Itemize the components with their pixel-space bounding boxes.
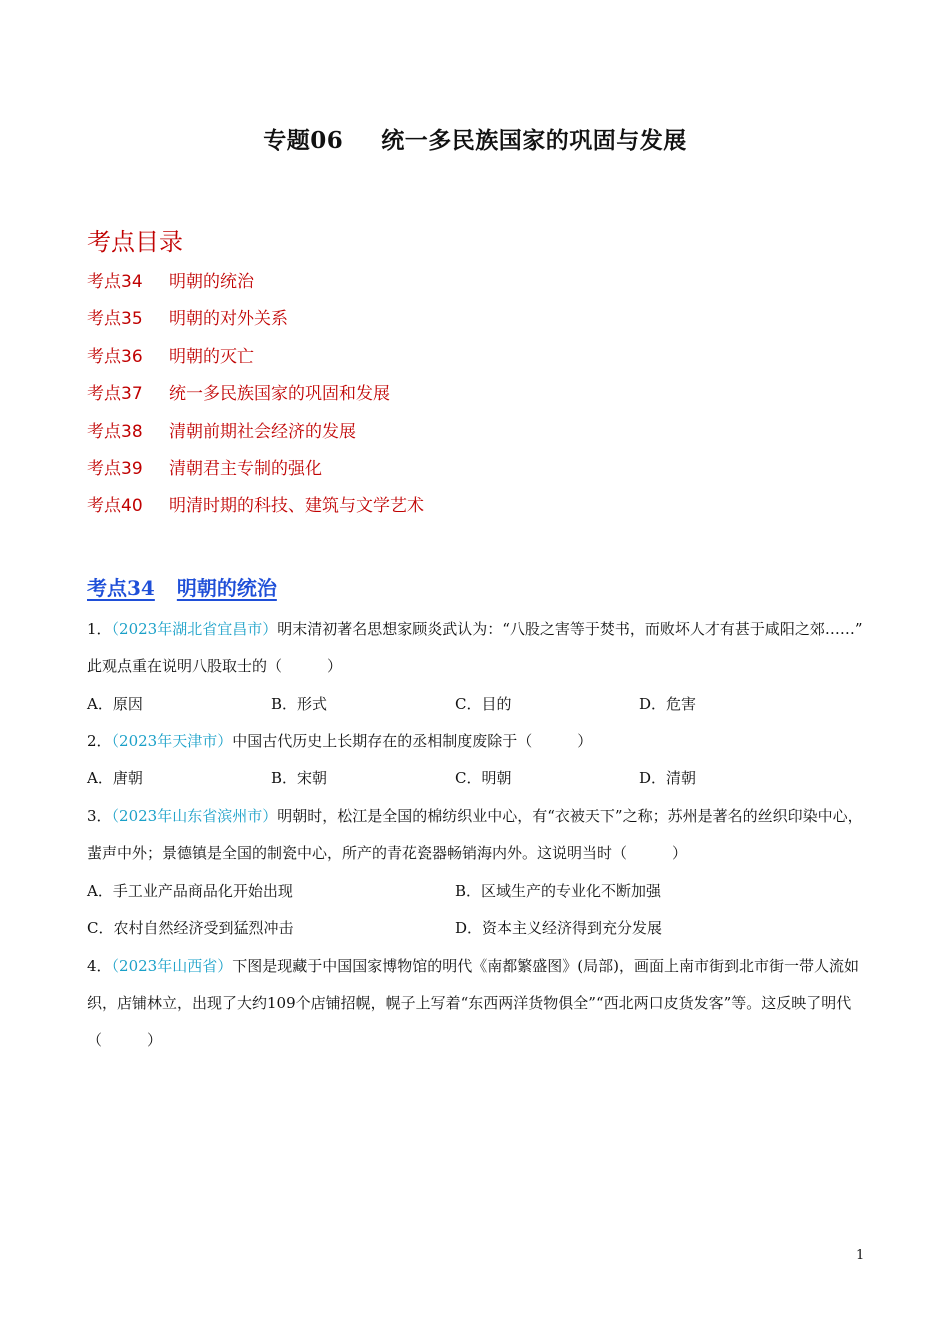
toc-item[interactable] — [87, 418, 424, 455]
option-b[interactable]: B．形式 — [271, 695, 328, 713]
question-text: 中国古代历史上长期存在的丞相制度废除于（ ） — [232, 732, 593, 750]
option-d[interactable]: D．清朝 — [639, 769, 697, 787]
toc-item-code: 考点36 — [87, 346, 143, 367]
toc-item-code: 考点35 — [87, 309, 143, 330]
table-of-contents — [87, 268, 424, 530]
question-number: 3． — [87, 807, 112, 825]
option-a[interactable]: A．手工业产品商品化开始出现 — [87, 882, 293, 900]
question-source: （2023年湖北省宜昌市） — [111, 620, 278, 638]
toc-item-label: 清朝君主专制的强化 — [169, 458, 322, 479]
toc-item[interactable] — [87, 268, 424, 305]
toc-item-code: 考点37 — [87, 384, 143, 405]
toc-item-label: 清朝前期社会经济的发展 — [169, 421, 356, 442]
question-source: （2023年山东省滨州市） — [111, 807, 278, 825]
option-d[interactable]: D．危害 — [639, 695, 697, 713]
question-number: 1． — [87, 620, 112, 638]
toc-item-code: 考点40 — [87, 496, 143, 517]
question-text: 下图是现藏于中国国家博物馆的明代《南都繁盛图》(局部)，画面上南市街到北市街一带人流如织，店铺林立，出现了大约109个店铺招幌，幌子上写着“东西两洋货物俱全”“西北两口皮货发客”等。这反映了明代（ ） — [87, 957, 859, 1049]
section-code: 考点34 — [87, 576, 155, 600]
toc-item-code: 考点34 — [87, 272, 143, 292]
toc-heading: 考点目录 — [87, 228, 183, 256]
question-3 — [87, 798, 865, 872]
page-number: 1 — [856, 1248, 865, 1263]
question-number: 2． — [87, 732, 112, 750]
toc-item-label: 明清时期的科技、建筑与文学艺术 — [169, 496, 424, 517]
toc-item-code: 考点38 — [87, 421, 143, 442]
option-c[interactable]: C．目的 — [455, 695, 512, 713]
question-2-options — [87, 760, 865, 797]
toc-item[interactable] — [87, 492, 424, 529]
toc-item-label: 明朝的统治 — [169, 272, 254, 292]
question-source: （2023年天津市） — [111, 732, 233, 750]
toc-item[interactable] — [87, 305, 424, 342]
page-title — [0, 122, 950, 155]
topic-title: 统一多民族国家的巩固与发展 — [381, 127, 687, 154]
toc-item-label: 统一多民族国家的巩固和发展 — [169, 384, 390, 405]
option-d[interactable]: D．资本主义经济得到充分发展 — [455, 919, 663, 937]
toc-item[interactable] — [87, 455, 424, 492]
toc-item-code: 考点39 — [87, 458, 143, 479]
option-a[interactable]: A．原因 — [87, 695, 143, 713]
option-a[interactable]: A．唐朝 — [87, 769, 143, 787]
question-source: （2023年山西省） — [111, 957, 233, 975]
option-c[interactable]: C．明朝 — [455, 769, 512, 787]
section-title: 明朝的统治 — [176, 576, 277, 600]
question-2 — [87, 723, 865, 760]
question-text: 明朝时，松江是全国的棉纺织业中心，有“衣被天下”之称；苏州是著名的丝织印染中心，蜚声中外；景德镇是全国的制瓷中心，所产的青花瓷器畅销海内外。这说明当时（ ） — [87, 807, 863, 862]
option-b[interactable]: B．宋朝 — [271, 769, 328, 787]
question-text: 明末清初著名思想家顾炎武认为：“八股之害等于焚书，而败坏人才有甚于咸阳之郊……” 此观点重在说明八股取士的（ ） — [87, 620, 863, 675]
question-1 — [87, 611, 865, 685]
question-number: 4． — [87, 957, 112, 975]
question-3-options-row-1 — [87, 873, 865, 910]
option-c[interactable]: C．农村自然经济受到猛烈冲击 — [87, 919, 294, 937]
section-heading[interactable] — [87, 572, 277, 601]
toc-item[interactable] — [87, 343, 424, 380]
option-b[interactable]: B．区域生产的专业化不断加强 — [455, 882, 662, 900]
question-3-options-row-2 — [87, 910, 865, 947]
toc-item[interactable] — [87, 380, 424, 417]
toc-item-label: 明朝的灭亡 — [169, 346, 254, 367]
question-1-options — [87, 686, 865, 723]
toc-item-label: 明朝的对外关系 — [169, 309, 288, 330]
question-4 — [87, 948, 865, 1059]
topic-number: 专题06 — [263, 127, 344, 154]
